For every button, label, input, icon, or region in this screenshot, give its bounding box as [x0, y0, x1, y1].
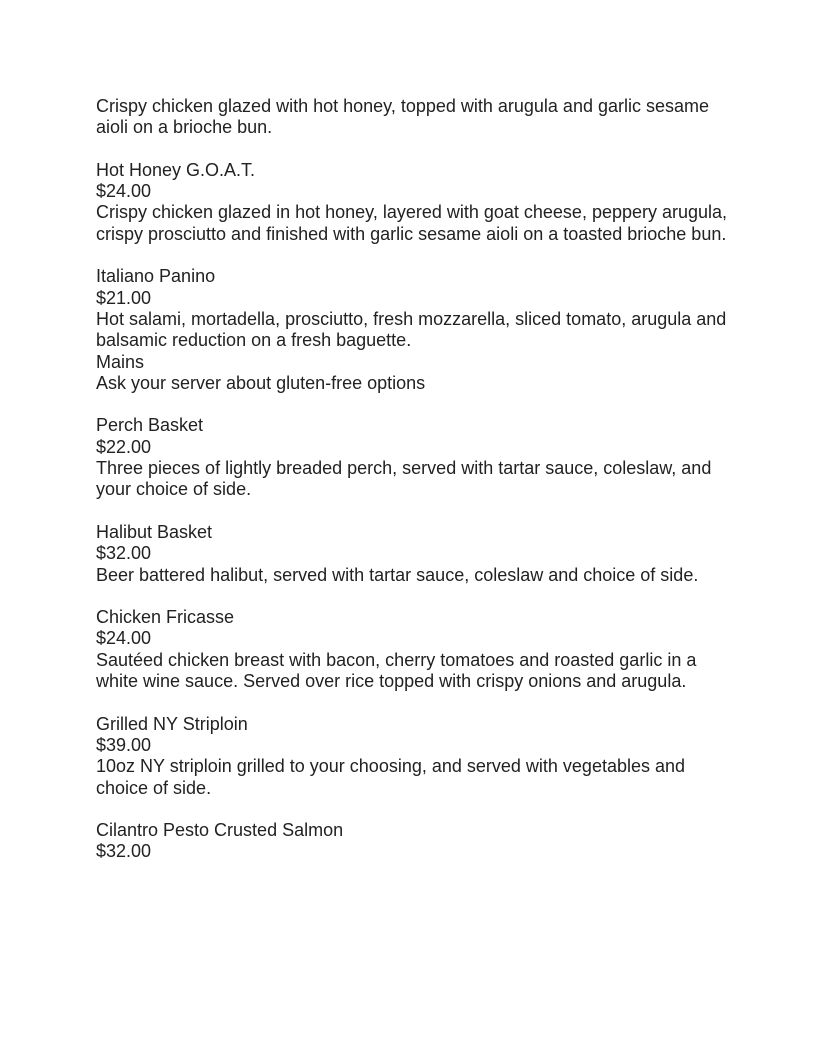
menu-item-description: Beer battered halibut, served with tartar sauce, coleslaw and choice of side. — [96, 564, 699, 585]
menu-item-description: Hot salami, mortadella, prosciutto, fresh mozzarella, sliced tomato, arugula and balsamic reduction on a fresh baguette. — [96, 308, 732, 351]
menu-item-description: Three pieces of lightly breaded perch, served with tartar sauce, coleslaw, and your choice of side. — [96, 458, 717, 500]
menu-item-price: $21.00 — [96, 287, 152, 308]
spacer — [96, 394, 728, 415]
spacer — [96, 586, 728, 607]
menu-item-name: Chicken Fricasse — [96, 607, 235, 628]
menu-item-price: $22.00 — [96, 436, 152, 457]
menu-item-price: $24.00 — [96, 181, 152, 202]
menu-item-name: Grilled NY Striploin — [96, 713, 248, 734]
menu-item-description: Crispy chicken glazed in hot honey, layered with goat cheese, peppery arugula, crispy prosciutto and finished with garlic sesame aioli on a toasted brioche bun. — [96, 202, 733, 244]
section-title: Mains — [96, 351, 145, 372]
menu-item — [96, 607, 728, 692]
menu-item-price: $32.00 — [96, 841, 152, 862]
menu-item — [96, 266, 732, 351]
menu-item-price: $39.00 — [96, 734, 152, 755]
menu-item — [96, 714, 728, 799]
spacer — [96, 245, 728, 266]
menu-item — [96, 415, 728, 500]
document-page — [96, 96, 733, 863]
menu-item-name: Hot Honey G.O.A.T. — [96, 159, 256, 180]
intro-description: Crispy chicken glazed with hot honey, topped with arugula and garlic sesame aioli on a brioche bun. — [96, 96, 715, 138]
spacer — [96, 799, 728, 820]
menu-item-name: Italiano Panino — [96, 266, 216, 287]
menu-item-name: Halibut Basket — [96, 521, 213, 542]
spacer — [96, 139, 728, 160]
menu-item-name: Perch Basket — [96, 415, 204, 436]
spacer — [96, 501, 728, 522]
menu-item-price: $24.00 — [96, 628, 152, 649]
menu-item-name: Cilantro Pesto Crusted Salmon — [96, 820, 344, 841]
menu-item-description: 10oz NY striploin grilled to your choosing, and served with vegetables and choice of side. — [96, 756, 691, 798]
menu-item — [96, 820, 728, 863]
menu-item — [96, 522, 728, 586]
spacer — [96, 692, 728, 713]
menu-item-description: Sautéed chicken breast with bacon, cherry tomatoes and roasted garlic in a white wine sauce. Served over rice topped with crispy onions and arugula. — [96, 649, 702, 692]
section-note: Ask your server about gluten-free options — [96, 372, 426, 393]
menu-item — [96, 159, 733, 245]
menu-item-price: $32.00 — [96, 543, 152, 564]
